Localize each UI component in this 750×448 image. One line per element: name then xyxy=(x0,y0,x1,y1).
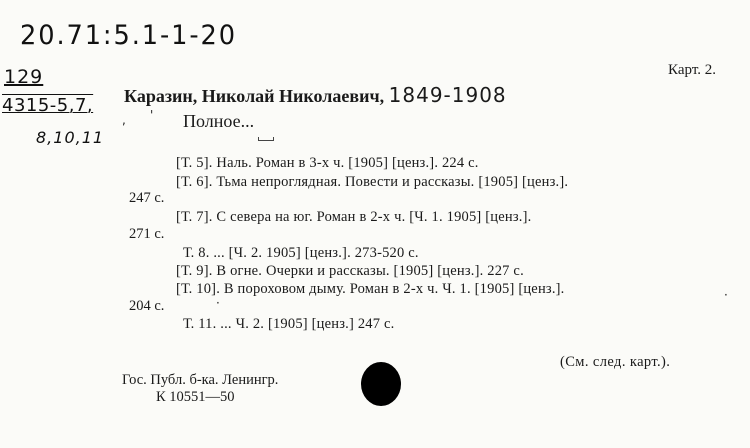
author-name: Каразин, Николай Николаевич, xyxy=(124,86,385,106)
margin-tick-mark: ' xyxy=(150,108,154,122)
order-number: К 10551—50 xyxy=(156,389,235,405)
handwritten-inventory-number: 129 xyxy=(4,66,44,88)
handwritten-volume-list: 8,10,11 xyxy=(36,128,105,147)
work-title: Полное... xyxy=(183,111,255,131)
margin-tick-mark: · xyxy=(216,296,220,310)
margin-tick-mark: , xyxy=(122,113,126,127)
volume-entry-6: [Т. 6]. Тьма непроглядная. Повести и рассказы. [1905] [ценз.]. xyxy=(176,174,569,190)
handwritten-life-years: 1849-1908 xyxy=(388,83,507,107)
handwritten-inventory-range: 4315-5,7, xyxy=(2,95,94,116)
volume-entry-8: Т. 8. ... [Ч. 2. 1905] [ценз.]. 273-520 с. xyxy=(183,245,419,261)
margin-tick-mark: · xyxy=(724,288,728,302)
handwritten-shelfmark: 20.71:5.1-1-20 xyxy=(20,20,237,51)
library-name: Гос. Публ. б-ка. Ленингр. xyxy=(122,372,279,388)
title-bracket-mark xyxy=(258,137,274,141)
volume-10-pages: 204 с. xyxy=(129,298,165,314)
volume-6-pages: 247 с. xyxy=(129,190,165,206)
volume-7-pages: 271 с. xyxy=(129,226,165,242)
see-next-card: (См. след. карт.). xyxy=(560,354,671,370)
card-number: Карт. 2. xyxy=(668,62,716,78)
volume-entry-7: [Т. 7]. С севера на юг. Роман в 2-х ч. [Ч. 1. 1905] [ценз.]. xyxy=(176,209,532,225)
punch-hole xyxy=(361,362,401,406)
author-heading xyxy=(124,83,507,107)
library-stamp xyxy=(122,372,278,406)
volume-entry-5: [Т. 5]. Наль. Роман в 3-х ч. [1905] [ценз.]. 224 с. xyxy=(176,155,479,171)
volume-entry-10: [Т. 10]. В пороховом дыму. Роман в 2-х ч. Ч. 1. [1905] [ценз.]. xyxy=(176,281,565,297)
volume-entry-9: [Т. 9]. В огне. Очерки и рассказы. [1905] [ценз.]. 227 с. xyxy=(176,263,524,279)
volume-entry-11: Т. 11. ... Ч. 2. [1905] [ценз.] 247 с. xyxy=(183,316,395,332)
